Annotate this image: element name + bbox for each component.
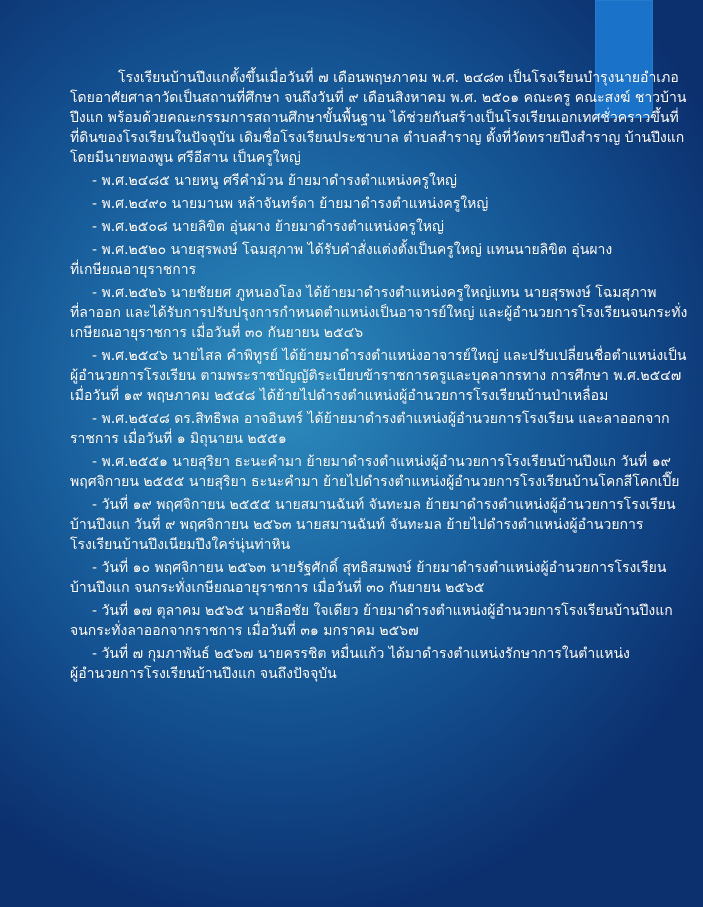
- history-entry: [70, 558, 680, 598]
- history-entry-line: - พ.ศ.๒๔๙๐ นายมานพ หล้าจันทร์ดา ย้ายมาดำรงตำแหน่งครูใหญ่: [92, 196, 489, 212]
- history-entry-line: - พ.ศ.๒๔๘๕ นายหนู ศรีคำม้วน ย้ายมาดำรงตำแหน่งครูใหญ่: [92, 173, 457, 189]
- history-entry: [70, 171, 680, 191]
- intro-line: ที่ดินของโรงเรียนในปัจจุบัน เดิมชื่อโรงเรียนประชาบาล ตำบลสำราญ ตั้งที่วัดทรายปึงสำราญ บ้านปึงแก: [70, 130, 685, 146]
- history-entry-line: - วันที่ ๗ กุมภาพันธ์ ๒๕๖๗ นายครรชิต หมื่นแก้ว ได้มาดำรงตำแหน่งรักษาการในตำแหน่ง: [92, 646, 630, 662]
- history-entry-continuation: ราชการ เมื่อวันที่ ๑ มิถุนายน ๒๕๕๑: [70, 431, 287, 447]
- history-entry: [70, 240, 680, 280]
- intro-line: ปึงแก พร้อมด้วยคณะกรรมการสถานศึกษาขั้นพื้นฐาน ได้ช่วยกันสร้างเป็นโรงเรียนเอกเทศชั่วคราวขึ้นที่: [70, 110, 679, 126]
- intro-line: โรงเรียนบ้านปึงแกตั้งขึ้นเมื่อวันที่ ๗ เดือนพฤษภาคม พ.ศ. ๒๔๘๓ เป็นโรงเรียนบำรุงนายอำเภอ: [118, 70, 679, 86]
- history-entry: [70, 346, 687, 406]
- history-entry-continuation: จนกระทั่งลาออกจากราชการ เมื่อวันที่ ๓๑ มกราคม ๒๕๖๗: [70, 623, 419, 639]
- history-entry-continuation: เกษียณอายุราชการ เมื่อวันที่ ๓๐ กันยายน ๒๕๔๖: [70, 325, 364, 341]
- history-entry-line: - พ.ศ.๒๕๒๖ นายชัยยศ ภูหนองโอง ได้ย้ายมาดำรงตำแหน่งครูใหญ่แทน นายสุรพงษ์ โฉมสุภาพ: [92, 285, 657, 301]
- history-entry-line: - พ.ศ.๒๕๒๐ นายสุรพงษ์ โฉมสุภาพ ได้รับคำสั่งแต่งตั้งเป็นครูใหญ่ แทนนายลิขิต อุ่นผาง: [92, 242, 613, 258]
- history-entry: [70, 283, 688, 343]
- history-entry: [70, 409, 680, 449]
- school-history-document: [70, 68, 688, 684]
- history-entry-continuation: บ้านปึงแก วันที่ ๙ พฤศจิกายน ๒๕๖๓ นายสมานฉันท์ จันทะมล ย้ายไปดำรงตำแหน่งผู้อำนวยการ: [70, 517, 644, 533]
- history-entry-line: - พ.ศ.๒๕๐๘ นายลิขิต อุ่นผาง ย้ายมาดำรงตำแหน่งครูใหญ่: [92, 219, 444, 235]
- history-entry: [70, 452, 680, 492]
- history-entry-continuation: เมื่อวันที่ ๑๙ พฤษภาคม ๒๕๔๘ ได้ย้ายไปดำรงตำแหน่งผู้อำนวยการโรงเรียนบ้านป่าเหลื่อม: [70, 388, 609, 404]
- history-entry: [70, 644, 680, 684]
- history-entry-continuation: ที่ลาออก และได้รับการปรับปรุงการกำหนดตำแหน่งเป็นอาจารย์ใหญ่ และผู้อำนวยการโรงเรียนจนกระทั่ง: [70, 305, 688, 321]
- history-entry-continuation: ผู้อำนวยการโรงเรียน ตามพระราชบัญญัติระเบียบข้าราชการครูและบุคลากรทาง การศึกษา พ.ศ.๒๕๔๗: [70, 368, 682, 384]
- history-entry-line: - พ.ศ.๒๕๕๑ นายสุริยา ธะนะคำมา ย้ายมาดำรงตำแหน่งผู้อำนวยการโรงเรียนบ้านปึงแก วันที่ ๑๙: [92, 454, 671, 470]
- intro-line: โดยอาศัยศาลาวัดเป็นสถานที่ศึกษา จนถึงวันที่ ๙ เดือนสิงหาคม พ.ศ. ๒๕๐๑ คณะครู คณะสงฆ์ ชาวบ้าน: [70, 90, 687, 106]
- history-entry-line: - วันที่ ๑๗ ตุลาคม ๒๕๖๕ นายลือชัย ใจเดียว ย้ายมาดำรงตำแหน่งผู้อำนวยการโรงเรียนบ้านปึงแก: [92, 603, 673, 619]
- history-entry-line: - วันที่ ๑๐ พฤศจิกายน ๒๕๖๓ นายรัฐศักดิ์ สุทธิสมพงษ์ ย้ายมาดำรงตำแหน่งผู้อำนวยการโรงเรียน: [92, 560, 667, 576]
- principal-history-list: [70, 171, 688, 684]
- history-entry: [70, 495, 680, 555]
- history-entry: [70, 217, 680, 237]
- intro-line: โดยมีนายทองพูน ศรีอีสาน เป็นครูใหญ่: [70, 150, 301, 166]
- history-entry-continuation: บ้านปึงแก จนกระทั่งเกษียณอายุราชการ เมื่อวันที่ ๓๐ กันยายน ๒๕๖๕: [70, 580, 485, 596]
- history-entry-line: - วันที่ ๑๙ พฤศจิกายน ๒๕๕๕ นายสมานฉันท์ จันทะมล ย้ายมาดำรงตำแหน่งผู้อำนวยการโรงเรียน: [92, 497, 676, 513]
- intro-paragraph: [70, 68, 687, 168]
- history-entry-continuation: พฤศจิกายน ๒๕๕๕ นายสุริยา ธะนะคำมา ย้ายไปดำรงตำแหน่งผู้อำนวยการโรงเรียนบ้านโคกสีโคกเปี๊ย: [70, 474, 680, 490]
- history-entry-continuation: ผู้อำนวยการโรงเรียนบ้านปึงแก จนถึงปัจจุบัน: [70, 666, 337, 682]
- history-entry-line: - พ.ศ.๒๕๔๖ นายไสล คำพิทูรย์ ได้ย้ายมาดำรงตำแหน่งอาจารย์ใหญ่ และปรับเปลี่ยนชื่อตำแหน่งเป็น: [92, 348, 687, 364]
- history-entry: [70, 194, 680, 214]
- history-entry: [70, 601, 680, 641]
- history-entry-line: - พ.ศ.๒๕๔๘ ดร.สิทธิพล อาจอินทร์ ได้ย้ายมาดำรงตำแหน่งผู้อำนวยการโรงเรียน และลาออกจาก: [92, 411, 670, 427]
- history-entry-continuation: โรงเรียนบ้านปึงเนียมปึงใคร่นุ่นท่าหิน: [70, 537, 291, 553]
- history-entry-continuation: ที่เกษียณอายุราชการ: [70, 262, 197, 278]
